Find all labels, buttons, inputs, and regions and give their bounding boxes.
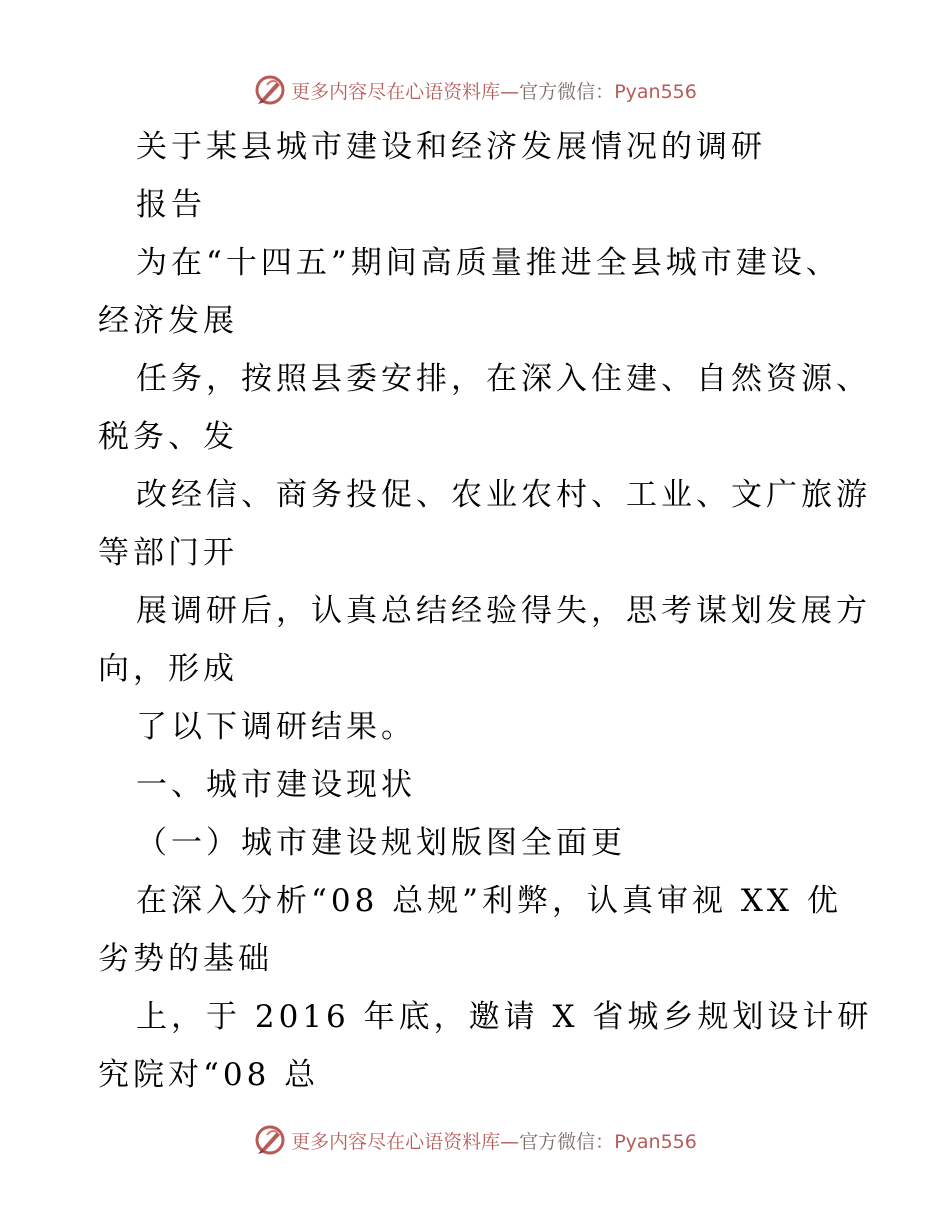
paragraph-continuation: 税务、发 [98,419,238,455]
pen-circle-logo-icon [253,73,287,107]
paragraph [98,350,871,466]
watermark-text: 更多内容尽在心语资料库 [291,80,501,103]
watermark-wechat-id: Pyan556 [614,80,697,103]
paragraph-line: 展调研后，认真总结经验得失，思考谋划发展方 [136,593,871,629]
paragraph [98,582,871,698]
paragraph-continuation: 等部门开 [98,535,238,571]
footer-watermark [0,1120,950,1160]
paragraph-continuation: 劣势的基础 [98,941,273,977]
paragraph [98,118,858,176]
paragraph-continuation: 究院对“08 总 [98,1057,320,1093]
watermark-wechat-label: 官方微信： [519,1130,615,1153]
paragraph [98,698,858,756]
paragraph [98,814,858,872]
paragraph-line: 关于某县城市建设和经济发展情况的调研 [136,129,766,165]
header-watermark [0,70,950,110]
paragraph [98,872,858,988]
paragraph-continuation: 经济发展 [98,303,238,339]
watermark-dash: — [500,1130,520,1153]
paragraph [98,466,871,582]
watermark-dash: — [500,80,520,103]
paragraph-line: 上，于 2016 年底，邀请 X 省城乡规划设计研 [136,999,873,1035]
watermark-wechat-label: 官方微信： [519,80,615,103]
paragraph-line: 报告 [136,187,206,223]
paragraph-line: 在深入分析“08 总规”利弊，认真审视 XX 优 [136,883,842,919]
paragraph [98,234,858,350]
paragraph [98,756,858,814]
paragraph-line: 了以下调研结果。 [136,709,416,745]
paragraph-continuation: 向，形成 [98,651,238,687]
paragraph-line: 一、城市建设现状 [136,767,416,803]
paragraph [98,988,873,1104]
paragraph-line: 改经信、商务投促、农业农村、工业、文广旅游 [136,477,871,513]
paragraph-line: 任务，按照县委安排，在深入住建、自然资源、 [136,361,871,397]
paragraph [98,176,858,234]
paragraph-line: 为在“十四五”期间高质量推进全县城市建设、 [136,245,841,281]
document-body [98,118,873,1104]
watermark-wechat-id: Pyan556 [614,1130,697,1153]
watermark-text: 更多内容尽在心语资料库 [291,1130,501,1153]
paragraph-line: （一）城市建设规划版图全面更 [136,825,626,861]
pen-circle-logo-icon [253,1123,287,1157]
